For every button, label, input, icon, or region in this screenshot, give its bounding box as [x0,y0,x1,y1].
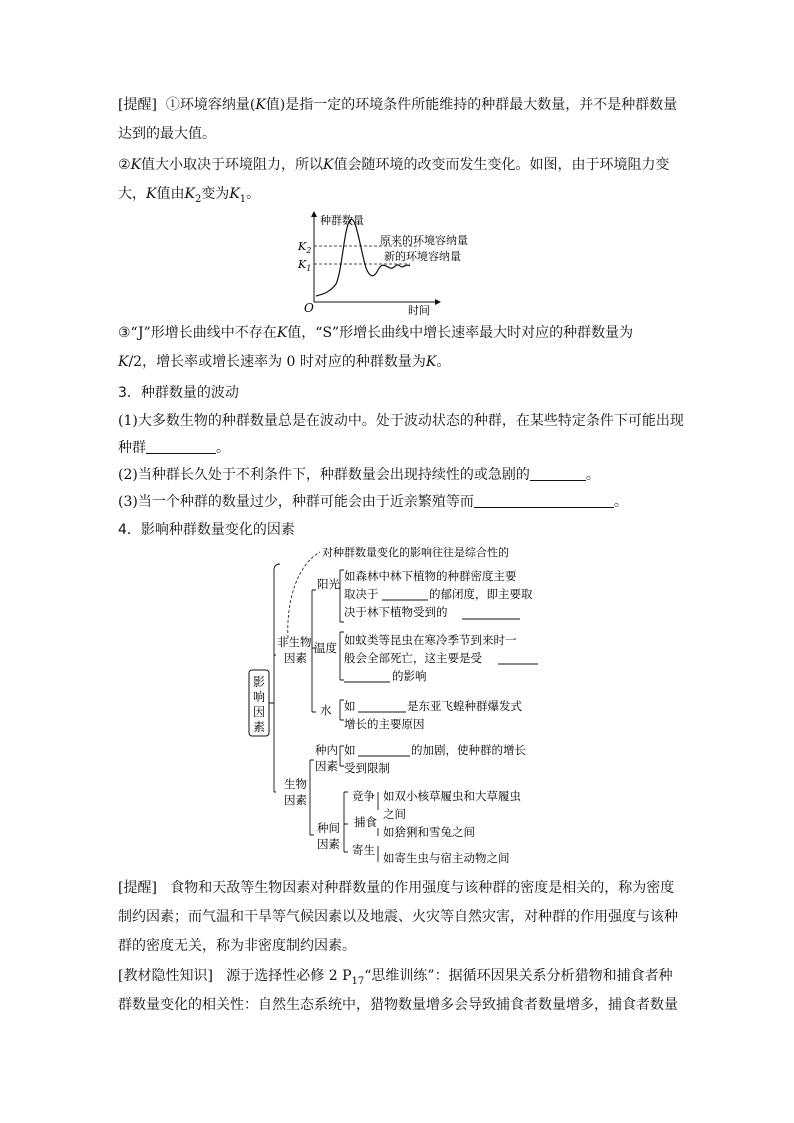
section3-q1-line2 [118,438,230,458]
water-text-1b: 是东亚飞蝗种群爆发式 [407,699,522,713]
temperature-label: 温度 [314,641,337,655]
light-text-3: 的郁闭度，即主要取 [429,587,533,601]
temperature-text-1: 如蚊类等昆虫在寒冷季节到来时一 [344,633,517,647]
temperature-text-2: 般会全部死亡，这主要是受 [344,651,482,665]
tip1-text: 大， [118,186,146,202]
k-symbol: K [130,157,142,173]
tip3-line1 [118,878,674,898]
tip1-line1 [118,95,677,115]
tip2-text: ③“J”形增长曲线中不存在 [118,325,277,341]
k2-symbol: K [184,186,195,202]
light-text-1: 如森林中林下植物的种群密度主要 [344,569,517,583]
section3-q2 [118,465,600,485]
tip2-text: 。 [436,354,451,370]
diagram-note: 对种群数量变化的影响往往是综合性的 [322,546,509,559]
tip1-text: ② [118,157,131,173]
water-label: 水 [320,703,332,717]
k-symbol: K [255,97,266,113]
intra-text-1a: 如 [344,743,356,757]
tip3-line3: 群的密度无关，称为非密度制约因素。 [118,938,356,954]
k2-annotation: 原来的环境容纳量 [380,234,468,247]
hidden-text: 源于选择性必修 2 P [226,968,352,984]
inter-label-1: 种间 [317,821,340,835]
tip3-line2: 制约因素；而气温和干旱等气候因素以及地震、火灾等自然灾害，对种群的作用强度与该种 [118,909,678,925]
light-text-4: 决于林下植物受到的 [344,605,448,619]
predation-label: 捕食 [354,815,377,829]
water-text-1a: 如 [344,699,356,713]
competition-label: 竞争 [352,789,375,803]
q1-text: 种群 [118,440,146,456]
predation-text: 如猞猁和雪兔之间 [383,825,475,839]
parasite-text: 如寄生虫与宿主动物之间 [383,851,510,865]
k2-axis-label: $K_2$ [298,240,312,255]
light-label: 阳光 [317,577,340,591]
hidden-line1 [118,966,673,992]
intra-text-2: 受到限制 [344,761,390,775]
bio-label-1: 生物 [284,777,307,791]
answer-blank[interactable] [530,466,586,481]
k-symbol: K [146,186,157,202]
q3-text: 。 [613,494,628,510]
tip2-line2 [118,352,450,372]
bio-label-2: 因素 [284,793,307,807]
tip2-text: /2，增长率或增长速率为 0 时对应的种群数量为 [128,354,426,370]
hidden-line2: 群数量变化的相关性：自然生态系统中，猎物数量增多会导致捕食者数量增多，捕食者数量 [118,997,678,1013]
tip-label: [提醒] [118,97,157,113]
tip3-text: 食物和天敌等生物因素对种群数量的作用强度与该种群的密度是相关的，称为密度 [170,880,675,896]
hidden-text: “思维训练”：据循环因果关系分析猎物和捕食者种 [364,968,673,984]
k1-axis-label: $K_1$ [298,258,312,273]
answer-blank[interactable] [146,439,216,454]
k1-subscript: 1 [239,193,247,205]
light-text-2: 取决于 [344,587,379,601]
note-dashed-arrow [288,552,320,638]
nonbio-label-1: 非生物 [277,635,312,649]
tip1-text: 值大小取决于环境阻力，所以 [141,157,324,173]
tip1-text: 变为 [201,186,230,202]
q1-text: 。 [216,440,230,456]
answer-blank[interactable] [474,493,614,508]
origin-label: O [304,301,314,315]
tip2-text: 值，“S”形增长曲线中增长速率最大时对应的种群数量为 [287,325,634,341]
k1-symbol: K [229,186,240,202]
q2-text: (2)当种群长久处于不利条件下，种群数量会出现持续性的或急剧的 [118,467,530,483]
inter-label-2: 因素 [317,837,340,851]
section3-title: 3．种群数量的波动 [118,385,239,401]
k-value-chart [290,208,520,320]
section3-q1-line1: (1)大多数生物的种群数量总是在波动中。处于波动状态的种群，在某些特定条件下可能出现 [118,413,684,429]
q2-text: 。 [585,467,600,483]
k-symbol: K [118,354,129,370]
competition-text-2: 之间 [383,807,406,821]
intra-text-1b: 的加剧，使种群的增长 [411,743,526,757]
section4-title: 4．影响种群数量变化的因素 [118,522,295,538]
inter-bracket [344,792,348,852]
k-symbol: K [276,325,288,341]
root-label: 影响因素 [252,675,266,734]
tip1-text: 值)是指一定的环境条件所能维持的种群最大数量，并不是种群数量 [265,97,678,113]
bio-bracket [310,760,314,835]
k-symbol: K [425,354,437,370]
tip1-line4 [118,184,260,210]
tip1-text: 值由 [156,186,185,202]
factors-diagram [240,540,560,870]
tip1-line2 [118,124,216,144]
hidden-label: [教材隐性知识] [118,968,213,984]
intra-label-1: 种内 [315,743,338,757]
temperature-text-3: 的影响 [392,669,427,683]
root-bracket [269,564,280,792]
k2-subscript: 2 [194,193,202,205]
section3-q3 [118,492,628,512]
tip1-text: 达到的最大值。 [118,126,216,142]
y-axis-label: 种群数量 [320,214,364,227]
competition-text-1: 如双小核草履虫和大草履虫 [383,789,521,803]
k1-annotation: 新的环境容纳量 [384,250,461,263]
tip1-text: ①环境容纳量( [165,97,256,113]
nonbio-label-2: 因素 [284,651,307,665]
tip1-text: 值会随环境的改变而发生变化。如图，由于环境阻力变 [333,157,670,173]
tip1-text: 。 [246,186,261,202]
water-text-2: 增长的主要原因 [344,717,425,731]
x-axis-label: 时间 [408,304,430,317]
tip-label: [提醒] [118,880,157,896]
tip2-line1 [118,323,633,343]
tip1-line3 [118,155,670,175]
page-subscript: 17 [351,975,365,987]
parasite-label: 寄生 [352,843,375,857]
intra-label-2: 因素 [315,759,338,773]
k-symbol: K [323,157,334,173]
q3-text: (3)当一个种群的数量过少，种群可能会由于近亲繁殖等而 [118,494,474,510]
